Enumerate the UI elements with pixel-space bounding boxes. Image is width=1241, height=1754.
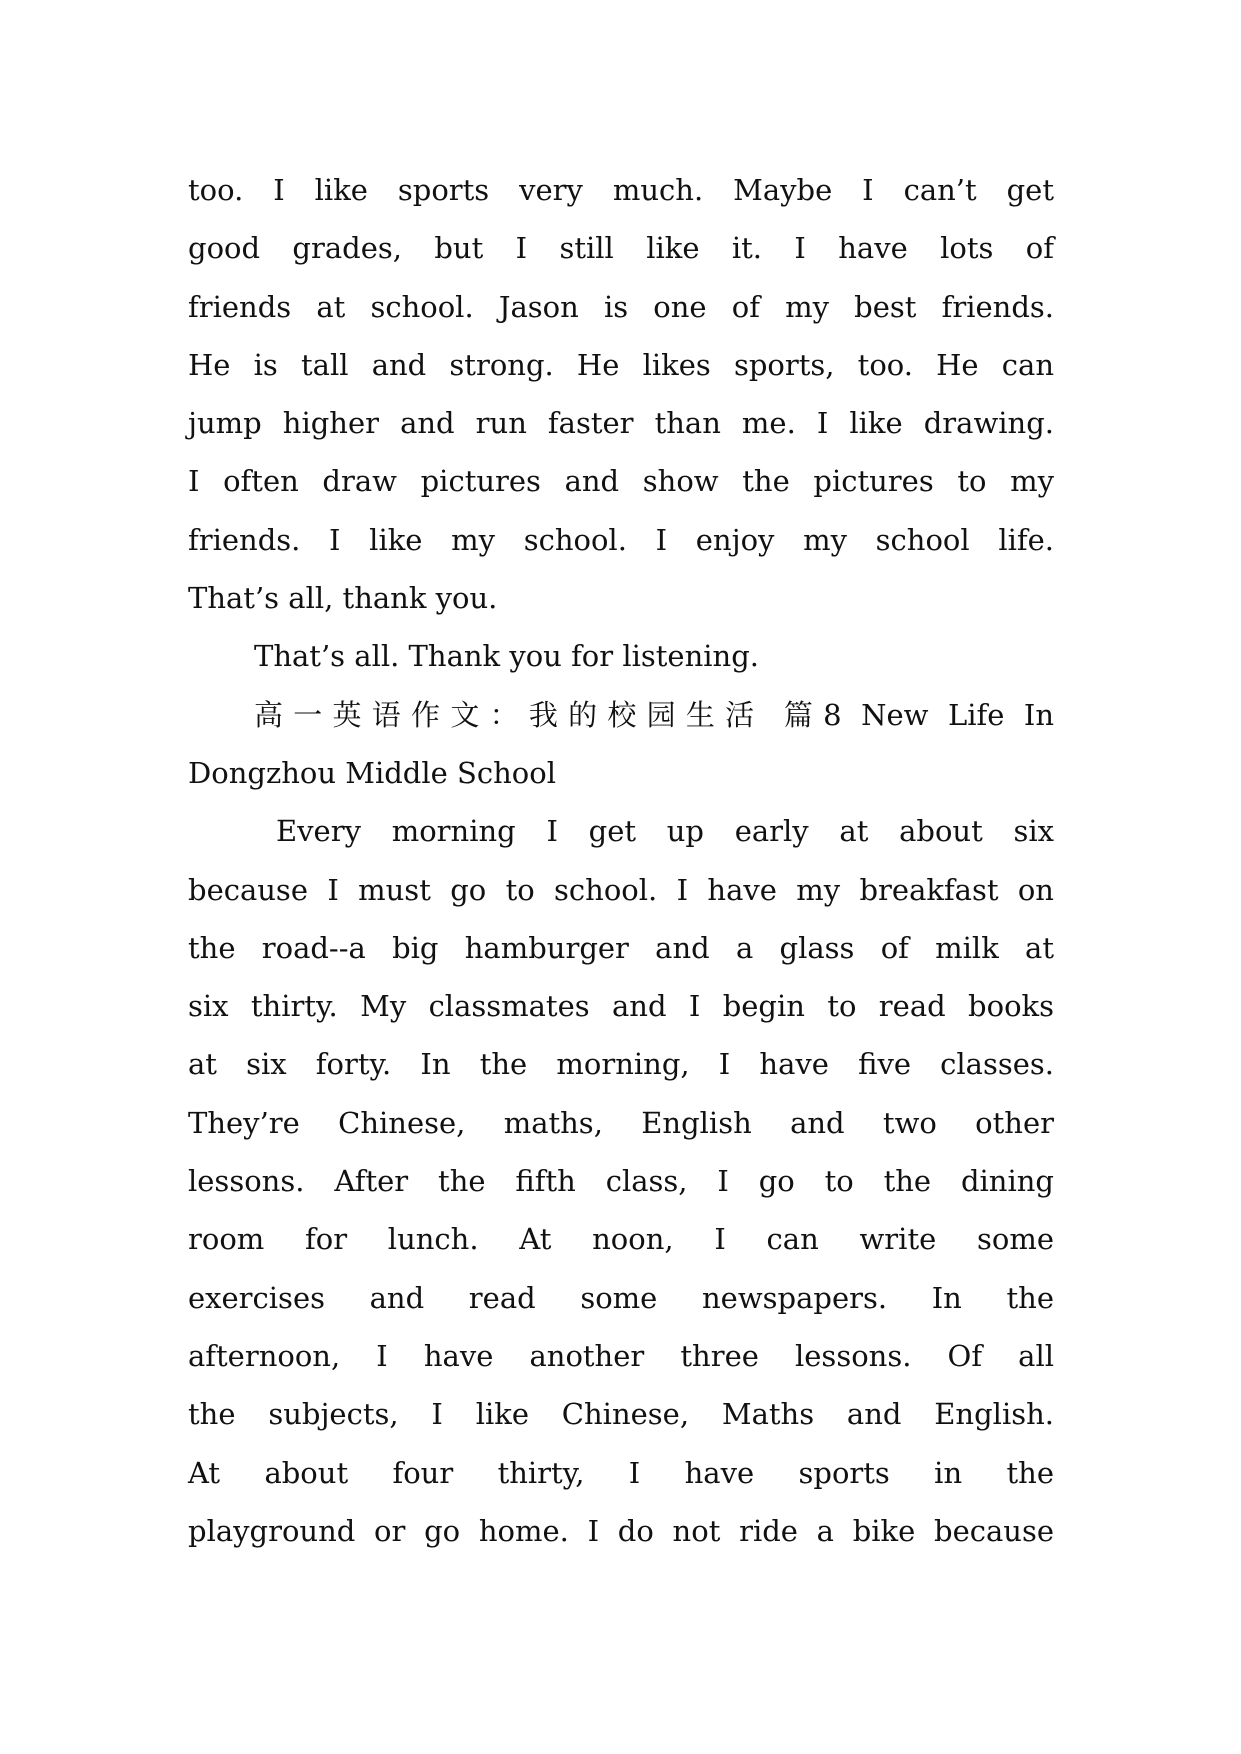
text-line: jump higher and run faster than me. I like drawing. <box>188 406 1054 441</box>
essay-heading: 高一英语作文：我的校园生活 篇8 New Life In <box>254 697 1054 732</box>
text-line: too. I like sports very much. Maybe I can’t get <box>188 173 1054 207</box>
text-line: six thirty. My classmates and I begin to read books <box>188 989 1054 1024</box>
text-line: the subjects, I like Chinese, Maths and English. <box>188 1397 1054 1432</box>
text-line: playground or go home. I do not ride a bike because <box>188 1513 1054 1548</box>
text-line: At about four thirty, I have sports in the <box>188 1455 1054 1490</box>
body-text <box>188 161 1054 1560</box>
closing-line: That’s all. Thank you for listening. <box>254 639 760 674</box>
text-line: afternoon, I have another three lessons. Of all <box>188 1338 1054 1373</box>
text-line: friends. I like my school. I enjoy my school life. <box>188 522 1054 557</box>
essay-heading-continued: Dongzhou Middle School <box>188 755 556 790</box>
text-line: the road--a big hamburger and a glass of milk at <box>188 930 1054 965</box>
paragraph-first-line: Every morning I get up early at about six <box>276 814 1054 849</box>
text-line: because I must go to school. I have my breakfast on <box>188 872 1054 907</box>
text-line: They’re Chinese, maths, English and two other <box>188 1105 1054 1140</box>
text-line: lessons. After the fifth class, I go to the dining <box>188 1164 1054 1199</box>
text-line: exercises and read some newspapers. In the <box>188 1280 1054 1315</box>
text-line: at six forty. In the morning, I have five classes. <box>188 1047 1054 1082</box>
text-line: That’s all, thank you. <box>188 581 498 616</box>
text-line: I often draw pictures and show the pictures to my <box>188 464 1054 499</box>
text-line: He is tall and strong. He likes sports, too. He can <box>188 347 1054 382</box>
text-line: friends at school. Jason is one of my best friends. <box>188 289 1054 324</box>
text-line: good grades, but I still like it. I have lots of <box>188 231 1054 266</box>
text-line: room for lunch. At noon, I can write some <box>188 1222 1054 1257</box>
